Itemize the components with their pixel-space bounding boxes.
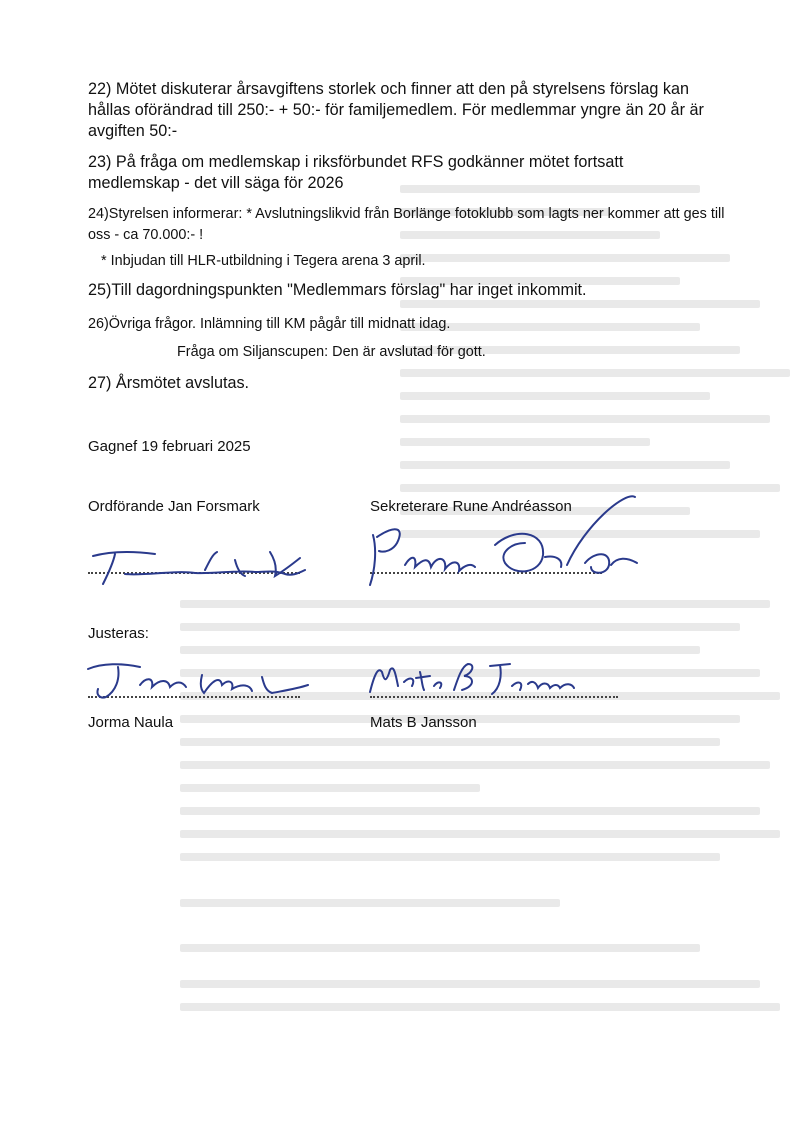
adjuster1-name: Jorma Naula [88,714,174,731]
item-22: 22) Mötet diskuterar årsavgiftens storlek och finner att den på styrelsens förslag kan hållas oförändrad till 250:- + 50:- för familjemedlem. För medlemmar yngre än 20 år är avgiften 50:- [88,80,704,140]
chair-signature-drawing [85,530,315,590]
item-25: 25)Till dagordningspunkten "Medlemmars förslag" har inget inkommit. [88,281,587,299]
bleed-through-texture [380,90,800,1140]
adjusters-label: Justeras: [88,625,149,642]
adjuster2-name: Mats B Jansson [370,714,477,731]
item-24-bullet: * Inbjudan till HLR-utbildning i Tegera arena 3 april. [101,253,426,269]
item-26-followup: Fråga om Siljanscupen: Den är avslutad för gott. [177,344,486,360]
adjuster1-signature-drawing [82,655,312,703]
place-date: Gagnef 19 februari 2025 [88,438,251,455]
secretary-signature-drawing [355,485,645,595]
secretary-label: Sekreterare Rune Andréasson [370,498,572,515]
item-23: 23) På fråga om medlemskap i riksförbundet RFS godkänner mötet fortsatt medlemskap - det vill säga för 2026 [88,153,624,192]
item-24: 24)Styrelsen informerar: * Avslutningslikvid från Borlänge fotoklubb som lagts ner kommer att ges till oss - ca 70.000:- ! [88,206,725,243]
item-26: 26)Övriga frågor. Inlämning till KM pågår till midnatt idag. [88,316,451,332]
item-27: 27) Årsmötet avslutas. [88,374,250,392]
adjuster2-signature-drawing [360,656,600,702]
chair-label: Ordförande Jan Forsmark [88,498,260,515]
